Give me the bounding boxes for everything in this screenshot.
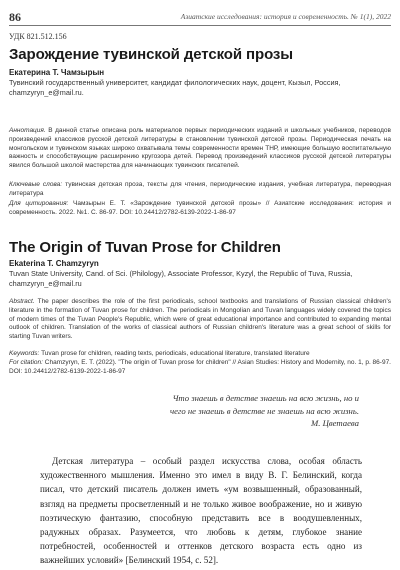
epigraph-line-1: Что знаешь в детстве знаешь на всю жизнь, но и	[172, 393, 359, 403]
keywords-text-en: Tuvan prose for children, reading texts, periodicals, educational literature, translated literature	[41, 350, 310, 357]
author-affiliation-ru[interactable]: Тувинский государственный университет, кандидат филологических наук, доцент, Кызыл, Россия, chamzyryn_e@mail.ru.	[9, 78, 341, 97]
keywords-text-ru: тувинская детская проза, тексты для чтения, периодические издания, учебная литература, переводная литература	[9, 181, 391, 197]
keywords-block-ru	[9, 181, 391, 199]
article-title-en: The Origin of Tuvan Prose for Children	[9, 239, 281, 256]
keywords-label-en: Keywords:	[9, 350, 40, 357]
body-paragraph: Детская литература – особый раздел искусства слова, особая область художественного мышления. Именно это имел в виду В. Г. Белинский, когда писал, что детский писатель должен иметь «ум возвышенный, образованный, взгляд на предметы просветленный и не только живое воображение, но и живую поэтическую фантазию, способную представить все в воодушевленных, радужных образах. Разумеется, что любовь к детям, глубокое знание потребностей, особенностей и оттенков детского возраста есть одно из важнейших условий» [Белинский 1954, с. 52].	[40, 456, 362, 566]
citation-block-en	[9, 359, 391, 377]
epigraph-line-2: чего не знаешь в детстве не знаешь на всю жизнь.	[169, 405, 359, 416]
keywords-block-en	[9, 350, 391, 359]
udc-code: УДК 821.512.156	[9, 32, 67, 41]
epigraph	[89, 392, 359, 430]
citation-text-en[interactable]: Chamzyryn, E. T. (2022). "The origin of Tuvan prose for children" // Asian Studies: History and Modernity, no. 1, p. 86-97. DOI: 10.24412/2782-6139-2022-1-86-97	[9, 359, 391, 375]
citation-label-en: For citation:	[9, 359, 43, 366]
epigraph-author: М. Цветаева	[310, 418, 359, 428]
abstract-label-ru: Аннотация.	[9, 127, 46, 134]
page-number: 86	[9, 10, 21, 24]
abstract-block-ru	[9, 127, 391, 171]
running-header	[9, 9, 391, 26]
author-name-en: Ekaterina T. Chamzyryn	[9, 259, 99, 268]
author-affiliation-en[interactable]: Tuvan State University, Cand. of Sci. (Philology), Associate Professor, Kyzyl, the Republic of Tuva, Russia, chamzyryn_e@mail.ru	[9, 269, 353, 288]
abstract-text-ru: В данной статье описана роль материалов первых периодических изданий и школьных учебников, переводов произведений классиков русской детской литературы в становлении тувинской детской прозы. Периодическая печать на монгольском и тувинском языках широко охватывала темы современности времен ТНР, имеющие большую воспитательную важность и способствующие расширению кругозора детей. Перевод произведений классиков русской детской литературы явился большой школой мастерства для начинающих тувинских писателей.	[9, 127, 391, 170]
article-title-ru: Зарождение тувинской детской прозы	[9, 46, 293, 63]
citation-label-ru: Для цитирования:	[9, 200, 69, 207]
abstract-label-en: Abstract.	[9, 298, 35, 305]
author-name-ru: Екатерина Т. Чамзырын	[9, 68, 105, 77]
citation-text-ru[interactable]: Чамзырын Е. Т. «Зарождение тувинской детской прозы» // Азиатские исследования: история и современность. 2022. №1. С. 86-97. DOI: 10.24412/2782-6139-2022-1-86-97	[9, 200, 391, 216]
journal-title: Азиатские исследования: история и современность. № 1(1), 2022	[180, 12, 391, 21]
keywords-label-ru: Ключевые слова:	[9, 181, 63, 188]
citation-block-ru	[9, 200, 391, 218]
abstract-block-en	[9, 298, 391, 342]
abstract-text-en: The paper describes the role of the first periodicals, school textbooks and translations of Russian classical children's literature in the formation of Tuvan prose for children. The periodicals in Mongolian and Tuvan languages widely covered the topics of modern times of the Tuvan People's Republic, which were of great educational importance and contributed to expanding mental outlook of children. Translation of the works of classical authors of Russian children's literature was a great school of skills for starting Tuvan writers.	[9, 298, 391, 341]
